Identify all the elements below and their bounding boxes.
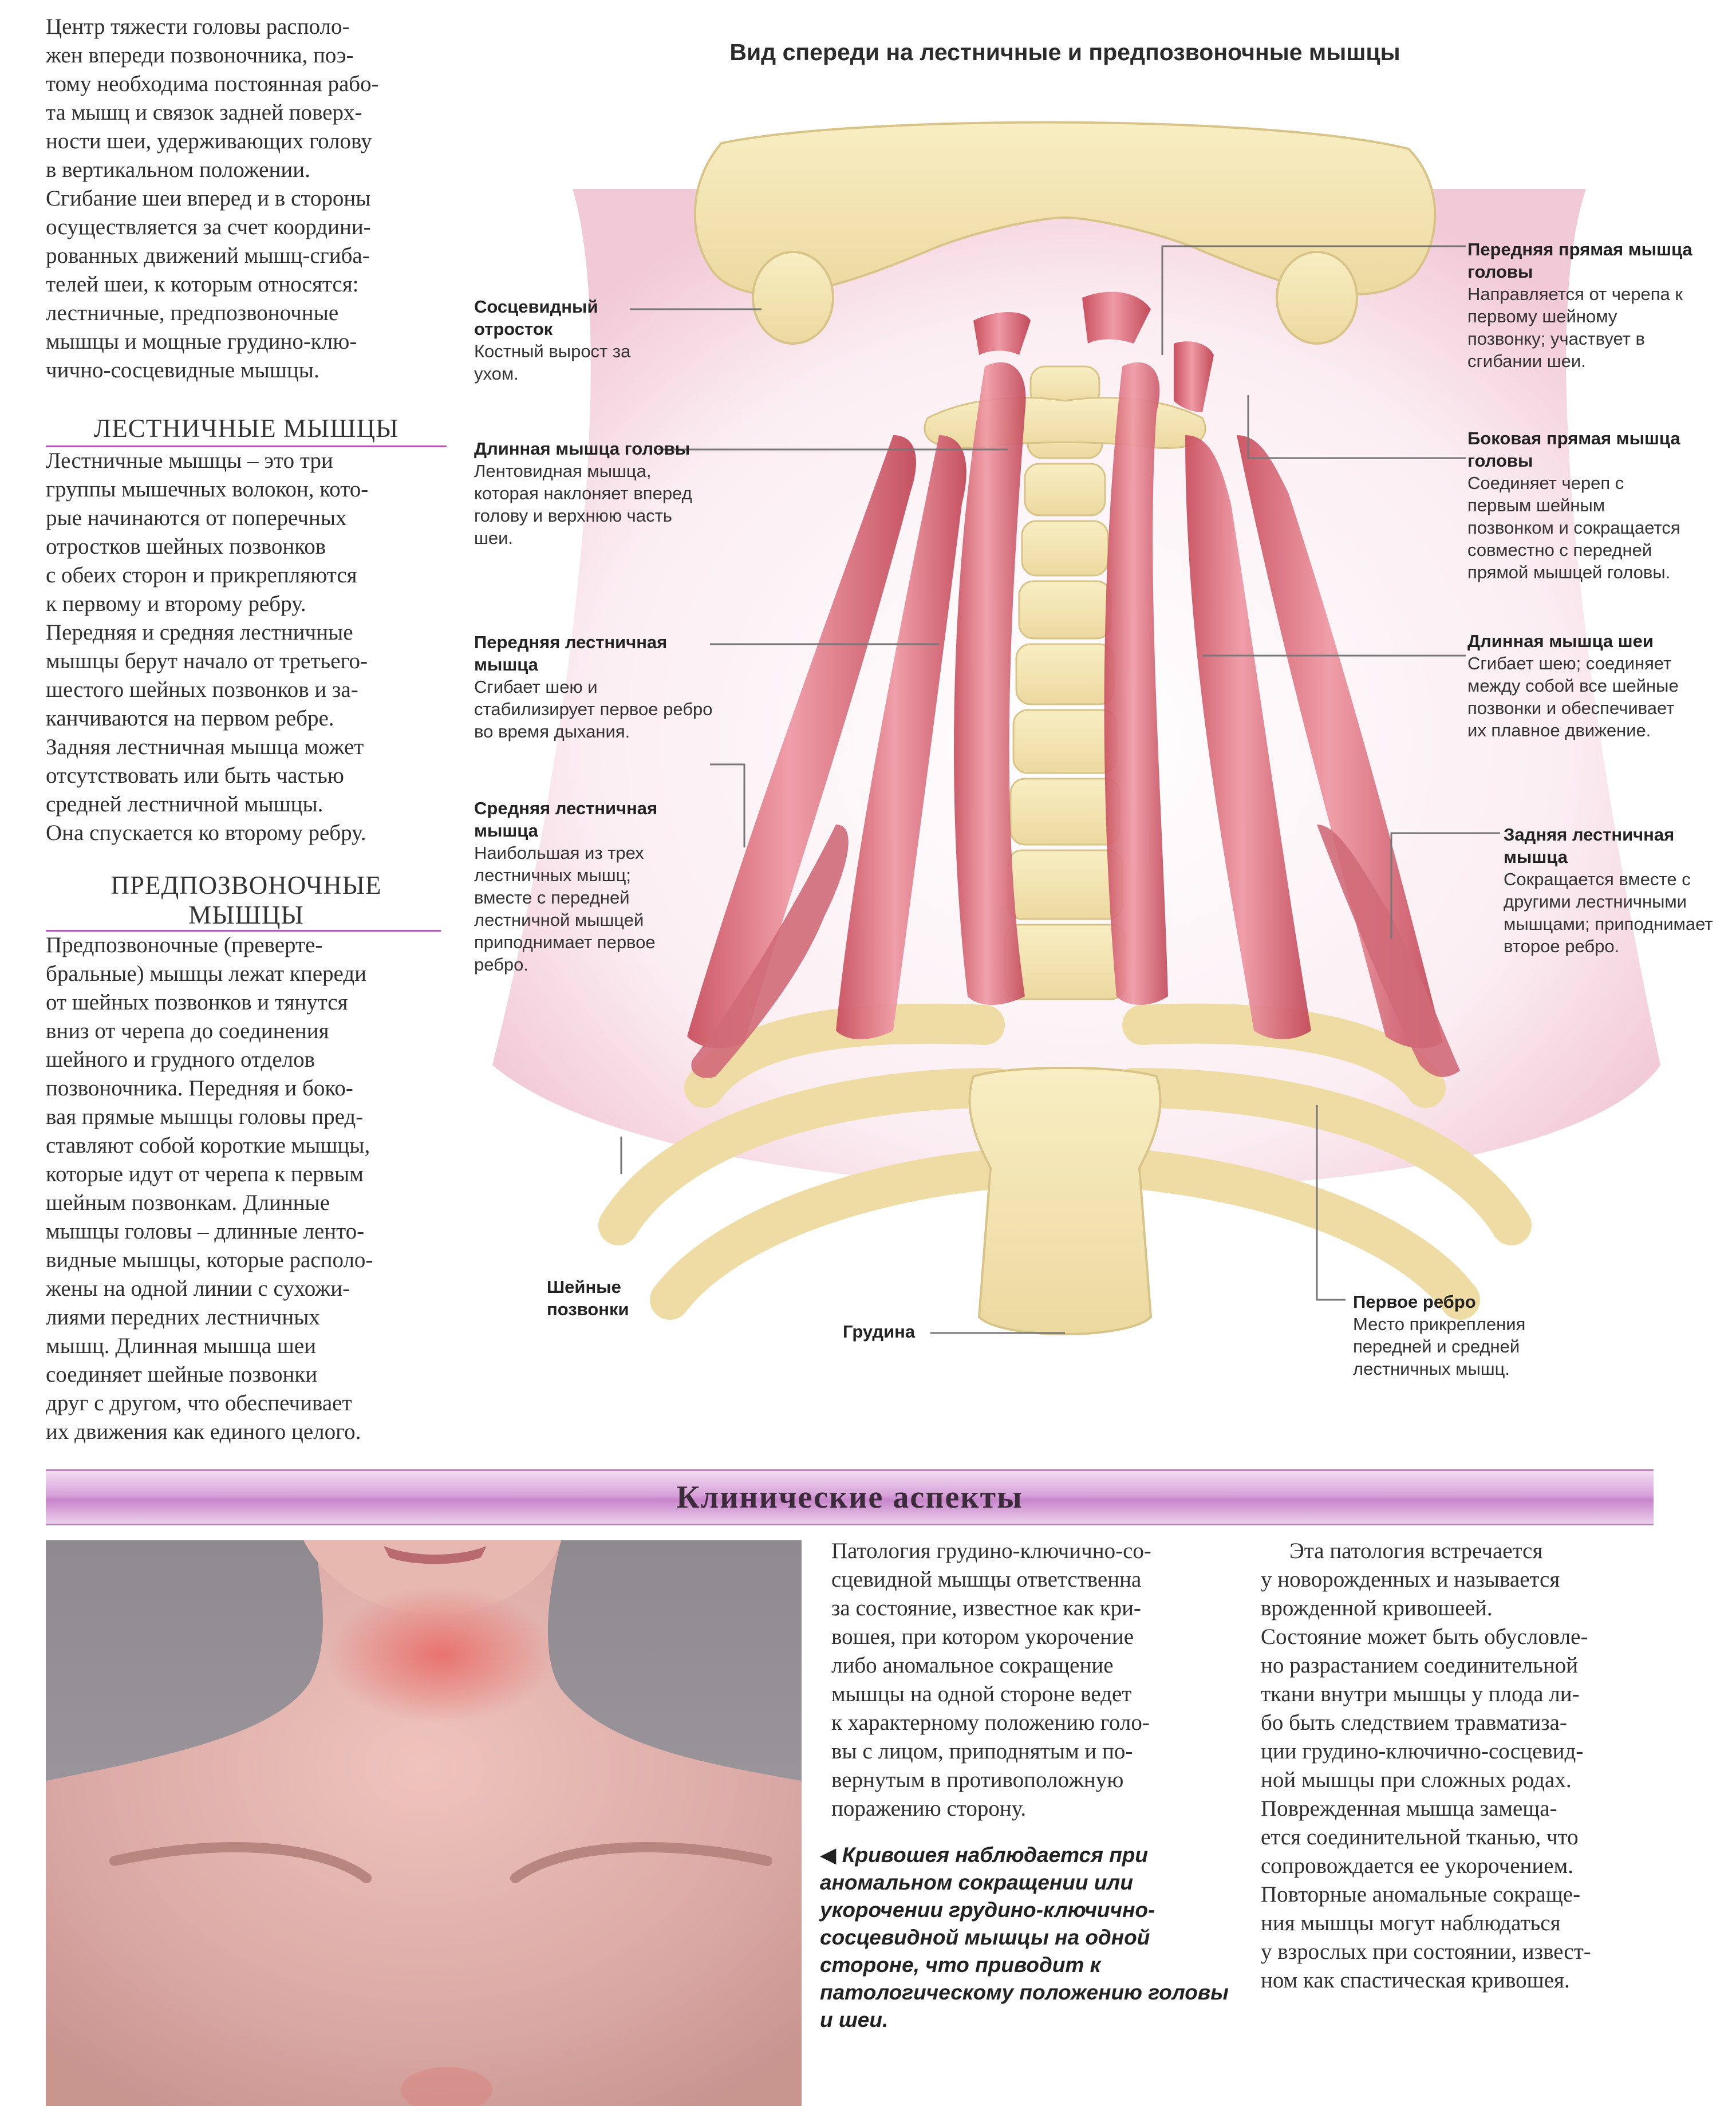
text-line: тому необходима постоянная рабо- xyxy=(46,72,379,96)
text-line: сопровождается ее укорочением. xyxy=(1261,1853,1574,1878)
prevertebral-heading xyxy=(46,870,447,930)
text-line: бральные) мышцы лежат кпереди xyxy=(46,961,367,986)
text-line: вниз от черепа до соединения xyxy=(46,1019,329,1043)
photo-caption: ◀ Кривошея наблюдается при аномальном сокращении или укорочении грудино-ключично-сосцевидной мышцы на одной стороне, что приводит к патологическому положению головы и шеи. xyxy=(820,1843,1229,2032)
text-line: мышцы и мощные грудино-клю- xyxy=(46,329,357,354)
text-line: группы мышечных волокон, кото- xyxy=(46,477,369,502)
label-rectus-capitis-anterior xyxy=(1467,238,1696,372)
text-line: шестого шейных позвонков и за- xyxy=(46,677,358,702)
text-line: Состояние может быть обусловле- xyxy=(1261,1624,1588,1649)
text-line: позвоночника. Передняя и боко- xyxy=(46,1076,353,1101)
text-line: либо аномальное сокращение xyxy=(831,1653,1114,1678)
label-middle-scalene xyxy=(474,797,692,976)
label-title: Длинная мышца шеи xyxy=(1467,631,1654,651)
clinical-paragraph-2 xyxy=(1261,1537,1684,1995)
text-line: Лестничные мышцы – это три xyxy=(46,448,333,473)
text-line: с обеих сторон и прикрепляются xyxy=(46,563,357,587)
text-line: ния мышцы могут наблюдаться xyxy=(1261,1911,1561,1935)
label-sternum xyxy=(843,1320,957,1343)
label-first-rib xyxy=(1353,1291,1559,1380)
label-title: Грудина xyxy=(843,1322,916,1342)
text-line: Патология грудино-ключично-со- xyxy=(831,1539,1151,1563)
label-desc: Соединяет череп с первым шейным позвонком и сокращается совместно с передней прямой мышцей головы. xyxy=(1467,473,1680,582)
prevertebral-paragraph xyxy=(46,931,458,1446)
label-title: Первое ребро xyxy=(1353,1292,1476,1312)
text-line: канчиваются на первом ребре. xyxy=(46,706,334,731)
heading-line: ПРЕДПОЗВОНОЧНЫЕ xyxy=(111,871,382,900)
label-title: Сосцевидный отросток xyxy=(474,297,598,339)
label-posterior-scalene xyxy=(1504,823,1715,957)
text-line: от шейных позвонков и тянутся xyxy=(46,990,348,1015)
clinical-aspects-banner xyxy=(46,1469,1654,1525)
atlas-vertebra xyxy=(925,397,1205,448)
text-line: вернутым в противоположную xyxy=(831,1768,1124,1792)
text-line: вая прямые мышцы головы пред- xyxy=(46,1105,364,1129)
text-line: за состояние, известное как кри- xyxy=(831,1596,1142,1620)
text-line: сцевидной мышцы ответственна xyxy=(831,1567,1142,1592)
label-longus-colli xyxy=(1467,630,1696,742)
label-title: Боковая прямая мышца головы xyxy=(1467,428,1680,471)
label-rectus-capitis-lateralis xyxy=(1467,427,1685,583)
text-line: мышцы головы – длинные ленто- xyxy=(46,1219,365,1244)
diagram-title: Вид спереди на лестничные и предпозвоночные мышцы xyxy=(729,39,1400,65)
text-line: но разрастанием соединительной xyxy=(1261,1653,1579,1678)
label-anterior-scalene xyxy=(474,631,720,743)
label-title: Передняя прямая мышца головы xyxy=(1467,239,1692,282)
mastoid-process-right xyxy=(1277,252,1357,344)
text-line: у новорожденных и называется xyxy=(1261,1567,1560,1592)
text-line: вошея, при котором укорочение xyxy=(831,1624,1134,1649)
text-line: ется соединительной тканью, что xyxy=(1261,1825,1579,1849)
text-line: отсутствовать или быть частью xyxy=(46,763,344,788)
scalene-heading: ЛЕСТНИЧНЫЕ МЫШЦЫ xyxy=(93,414,399,443)
text-line: к первому и второму ребру. xyxy=(46,591,306,616)
label-title: Передняя лестничная мышца xyxy=(474,632,668,675)
label-title: Длинная мышца головы xyxy=(474,439,691,459)
text-line: врожденной кривошеей. xyxy=(1261,1596,1493,1620)
text-line: Предпозвоночные (преверте- xyxy=(46,933,323,957)
intro-paragraph xyxy=(46,13,458,385)
heading-line: МЫШЦЫ xyxy=(188,901,304,929)
text-line: Эта патология встречается xyxy=(1289,1539,1543,1563)
label-desc: Лентовидная мышца, которая наклоняет вперед голову и верхнюю часть шеи. xyxy=(474,461,692,548)
text-line: лиями передних лестничных xyxy=(46,1305,320,1330)
label-desc: Сокращается вместе с другими лестничными мышцами; приподнимает второе ребро. xyxy=(1504,869,1713,956)
text-line: которые идут от черепа к первым xyxy=(46,1162,364,1186)
text-line: соединяет шейные позвонки xyxy=(46,1362,318,1387)
text-line: мышцы берут начало от третьего- xyxy=(46,649,368,673)
label-desc: Наибольшая из трех лестничных мышц; вместе с передней лестничной мышцей приподнимает первое ребро. xyxy=(474,843,656,975)
text-line: Поврежденная мышца замеща- xyxy=(1261,1796,1557,1821)
text-line: у взрослых при состоянии, извест- xyxy=(1261,1939,1591,1964)
text-line: в вертикальном положении. xyxy=(46,157,310,182)
text-line: ном как спастическая кривошея. xyxy=(1261,1968,1570,1993)
text-line: их движения как единого целого. xyxy=(46,1419,361,1444)
label-mastoid-process xyxy=(474,295,634,385)
clinical-aspects-title: Клинические аспекты xyxy=(676,1480,1023,1515)
text-line: лестничные, предпозвоночные xyxy=(46,301,339,325)
text-line: чично-сосцевидные мышцы. xyxy=(46,358,319,382)
label-desc: Сгибает шею и стабилизирует первое ребро во время дыхания. xyxy=(474,677,713,742)
text-line: жены на одной линии с сухожи- xyxy=(46,1276,350,1301)
text-line: поражению сторону. xyxy=(831,1796,1027,1821)
text-line: Задняя лестничная мышца может xyxy=(46,735,364,759)
text-line: мышцы на одной стороне ведет xyxy=(831,1682,1132,1706)
text-line: отростков шейных позвонков xyxy=(46,534,326,559)
sternum xyxy=(969,1068,1160,1334)
text-line: жен впереди позвоночника, поэ- xyxy=(46,43,354,68)
text-line: ной мышцы при сложных родах. xyxy=(1261,1768,1572,1792)
text-line: друг с другом, что обеспечивает xyxy=(46,1391,352,1415)
text-line: шейным позвонкам. Длинные xyxy=(46,1190,330,1215)
text-line: та мышц и связок задней поверх- xyxy=(46,100,362,125)
text-line: мышц. Длинная мышца шеи xyxy=(46,1334,317,1358)
text-line: Она спускается ко второму ребру. xyxy=(46,821,366,845)
text-line: ности шеи, удерживающих голову xyxy=(46,129,372,153)
neck-red-patch xyxy=(326,1586,555,1724)
text-line: видные мышцы, которые располо- xyxy=(46,1248,373,1272)
text-line: ции грудино-ключично-сосцевид- xyxy=(1261,1739,1584,1764)
label-desc: Костный вырост за ухом. xyxy=(474,341,631,384)
text-line: бо быть следствием травматиза- xyxy=(1261,1710,1567,1735)
text-line: рые начинаются от поперечных xyxy=(46,506,347,530)
text-line: Сгибание шеи вперед и в стороны xyxy=(46,186,371,211)
scalene-paragraph xyxy=(46,447,458,847)
label-cervical-vertebrae xyxy=(547,1276,661,1320)
text-line: ткани внутри мышцы у плода ли- xyxy=(1261,1682,1580,1706)
label-title: Шейные позвонки xyxy=(547,1277,629,1319)
text-line: Центр тяжести головы располо- xyxy=(46,14,350,39)
text-line: средней лестничной мышцы. xyxy=(46,792,323,817)
text-line: рованных движений мышц-сгиба- xyxy=(46,243,370,268)
mastoid-process xyxy=(753,252,833,344)
clinical-photo xyxy=(46,1540,802,2106)
label-title: Задняя лестничная мышца xyxy=(1504,825,1675,867)
text-line: вы с лицом, приподнятым и по- xyxy=(831,1739,1133,1764)
label-desc: Место прикрепления передней и средней лестничных мышц. xyxy=(1353,1314,1526,1379)
text-line: ставляют собой короткие мышцы, xyxy=(46,1133,370,1158)
text-line: к характерному положению голо- xyxy=(831,1710,1150,1735)
text-line: осуществляется за счет координи- xyxy=(46,215,371,239)
label-longus-capitis xyxy=(474,437,715,549)
clinical-paragraph-1 xyxy=(831,1537,1232,1823)
text-line: Повторные аномальные сокраще- xyxy=(1261,1882,1581,1907)
label-desc: Направляется от черепа к первому шейному позвонку; участвует в сгибании шеи. xyxy=(1467,284,1683,371)
text-line: Передняя и средняя лестничные xyxy=(46,620,353,645)
text-line: шейного и грудного отделов xyxy=(46,1047,315,1072)
label-desc: Сгибает шею; соединяет между собой все шейные позвонки и обеспечивает их плавное движение. xyxy=(1467,653,1679,740)
label-title: Средняя лестничная мышца xyxy=(474,798,658,841)
text-line: телей шеи, к которым относятся: xyxy=(46,272,359,297)
